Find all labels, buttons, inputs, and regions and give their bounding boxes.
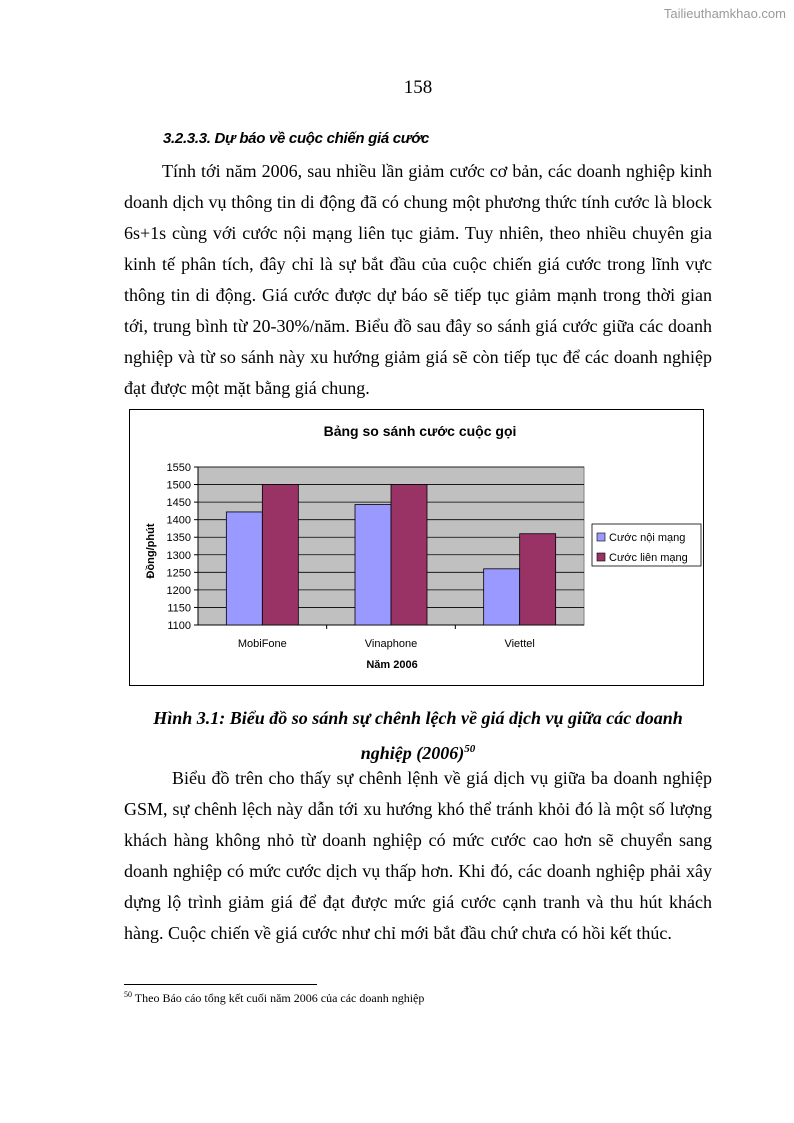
- footnote-divider: [124, 984, 317, 985]
- x-category-label: Viettel: [504, 638, 535, 650]
- legend-label: Cước nội mạng: [609, 532, 686, 544]
- figure-caption: [124, 703, 712, 769]
- bar-vinaphone-series-2: [391, 485, 427, 625]
- y-tick-label: 1250: [166, 567, 191, 580]
- y-tick-label: 1450: [166, 497, 191, 510]
- page-number: 158: [403, 77, 433, 98]
- section-heading: 3.2.3.3. Dự báo về cuộc chiến giá cước: [163, 130, 430, 147]
- legend-swatch: [597, 553, 605, 561]
- paragraph-2: Biểu đồ trên cho thấy sự chênh lệnh về giá dịch vụ giữa ba doanh nghiệp GSM, sự chênh lệch này dẫn tới xu hướng khó thể tránh khỏi đó là một số lượng khách hàng không nhỏ từ doanh nghiệp có mức cước cao hơn sẽ chuyển sang doanh nghiệp có mức cước dịch vụ thấp hơn. Khi đó, các doanh nghiệp phải xây dựng lộ trình giảm giá để đạt được mức giá cước cạnh tranh và thu hút khách hàng. Cuộc chiến về giá cước như chỉ mới bắt đầu chứ chưa có hồi kết thúc.: [124, 768, 712, 943]
- footnote-number: 50: [124, 990, 132, 999]
- bar-vinaphone-series-1: [355, 505, 391, 625]
- y-tick-label: 1150: [167, 602, 191, 615]
- legend-label: Cước liên mạng: [609, 552, 688, 564]
- bar-viettel-series-1: [484, 569, 520, 625]
- x-axis-label: Năm 2006: [366, 659, 418, 671]
- bar-mobifone-series-1: [226, 512, 262, 625]
- footnote: [124, 990, 424, 1006]
- watermark: Tailieuthamkhao.com: [663, 6, 786, 21]
- y-tick-label: 1400: [166, 514, 191, 527]
- y-axis-label: Đồng/phút: [145, 523, 157, 579]
- x-category-label: MobiFone: [237, 638, 287, 650]
- y-tick-label: 1550: [166, 462, 191, 474]
- y-tick-label: 1500: [166, 479, 191, 492]
- caption-line-2-text: nghiệp (2006): [360, 743, 465, 763]
- caption-line-1: Hình 3.1: Biểu đồ so sánh sự chênh lệch về giá dịch vụ giữa các doanh: [153, 708, 683, 728]
- chart-container: [129, 409, 704, 686]
- footnote-text: Theo Báo cáo tổng kết cuối năm 2006 của các doanh nghiệp: [134, 991, 425, 1005]
- paragraph-1: Tính tới năm 2006, sau nhiều lần giảm cước cơ bản, các doanh nghiệp kinh doanh dịch vụ thông tin di động đã có chung một phương thức tính cước là block 6s+1s cùng với cước nội mạng liên tục giảm. Tuy nhiên, theo nhiều chuyên gia kinh tế phân tích, đây chỉ là sự bắt đầu của cuộc chiến giá cước trong lĩnh vực thông tin di động. Giá cước được dự báo sẽ tiếp tục giảm mạnh trong thời gian tới, trung bình từ 20-30%/năm. Biểu đồ sau đây so sánh giá cước giữa các doanh nghiệp và từ so sánh này xu hướng giảm giá sẽ còn tiếp tục để các doanh nghiệp đạt được một mặt bằng giá chung.: [124, 161, 712, 398]
- bar-viettel-series-2: [520, 534, 556, 625]
- bar-mobifone-series-2: [262, 485, 298, 625]
- y-tick-label: 1200: [166, 584, 191, 597]
- chart-title: Bảng so sánh cước cuộc gọi: [323, 423, 517, 439]
- y-tick-label: 1100: [167, 620, 191, 632]
- y-tick-label: 1350: [166, 532, 191, 545]
- x-category-label: Vinaphone: [364, 638, 418, 650]
- bar-chart: [130, 410, 702, 684]
- legend-swatch: [597, 533, 605, 541]
- caption-footnote-ref: 50: [464, 743, 476, 755]
- y-tick-label: 1300: [166, 549, 191, 562]
